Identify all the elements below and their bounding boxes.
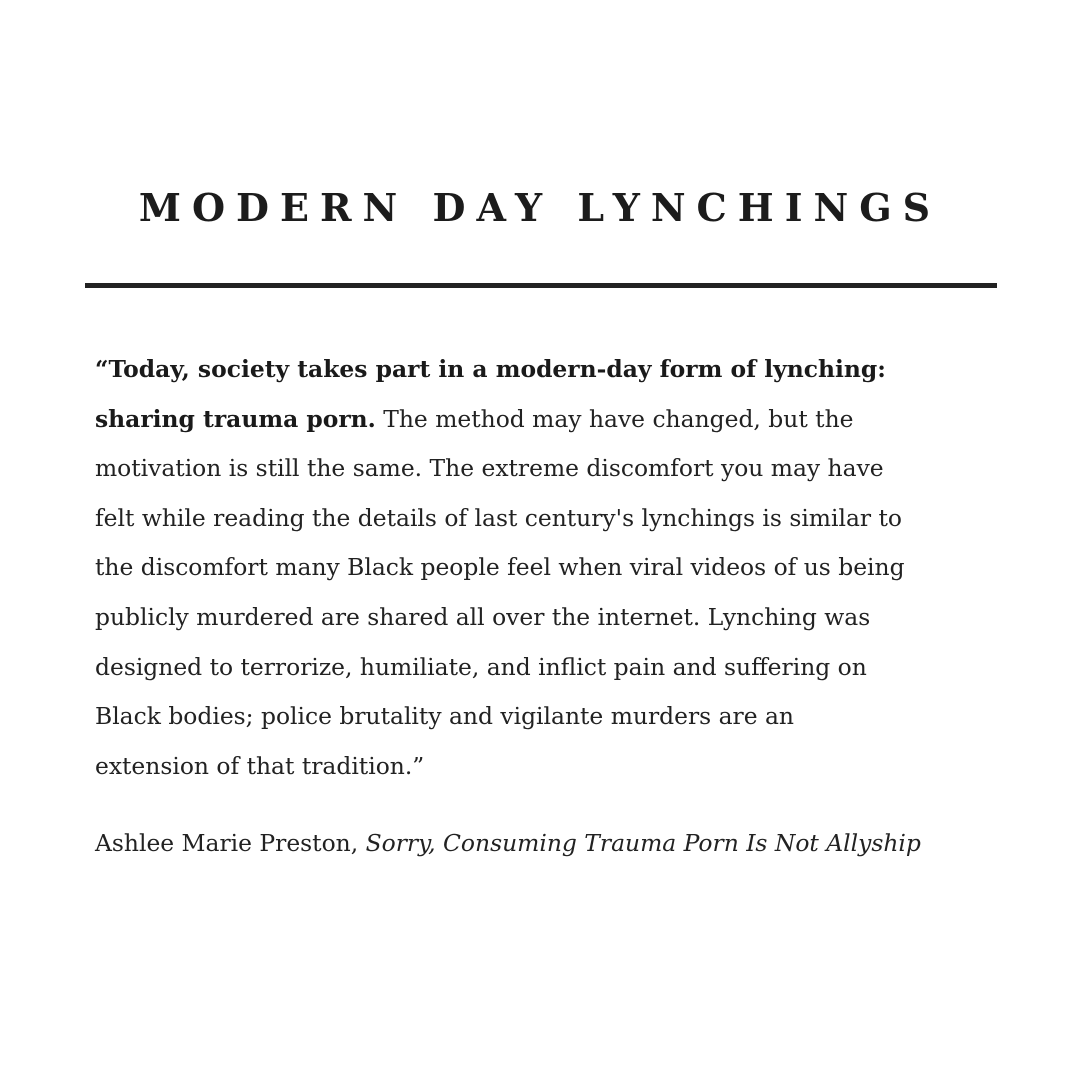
- quote-line: [95, 345, 995, 395]
- quote-line: the discomfort many Black people feel when viral videos of us being: [95, 553, 905, 582]
- quote-line: designed to terrorize, humiliate, and inflict pain and suffering on: [95, 652, 867, 681]
- page-title: MODERN DAY LYNCHINGS: [138, 185, 942, 230]
- quote-text-segment: The method may have changed, but the: [375, 404, 854, 433]
- quote-line: motivation is still the same. The extreme discomfort you may have: [95, 454, 884, 483]
- title-divider: [85, 283, 997, 288]
- quote-attribution: [95, 820, 995, 866]
- quote-line: [95, 395, 995, 445]
- attribution-author: Ashlee Marie Preston,: [95, 829, 366, 857]
- quote-line: publicly murdered are shared all over the internet. Lynching was: [95, 602, 871, 631]
- quote-line: extension of that tradition.”: [95, 751, 425, 780]
- quote-line: Black bodies; police brutality and vigilante murders are an: [95, 702, 794, 731]
- quote-bold-text: sharing trauma porn.: [95, 404, 376, 433]
- attribution-work-title: Sorry, Consuming Trauma Porn Is Not Allyship: [365, 829, 921, 857]
- quote-line: felt while reading the details of last century's lynchings is similar to: [95, 503, 902, 532]
- quote-text: [95, 345, 995, 791]
- quote-bold-text: “Today, society takes part in a modern-day form of lynching:: [95, 355, 886, 383]
